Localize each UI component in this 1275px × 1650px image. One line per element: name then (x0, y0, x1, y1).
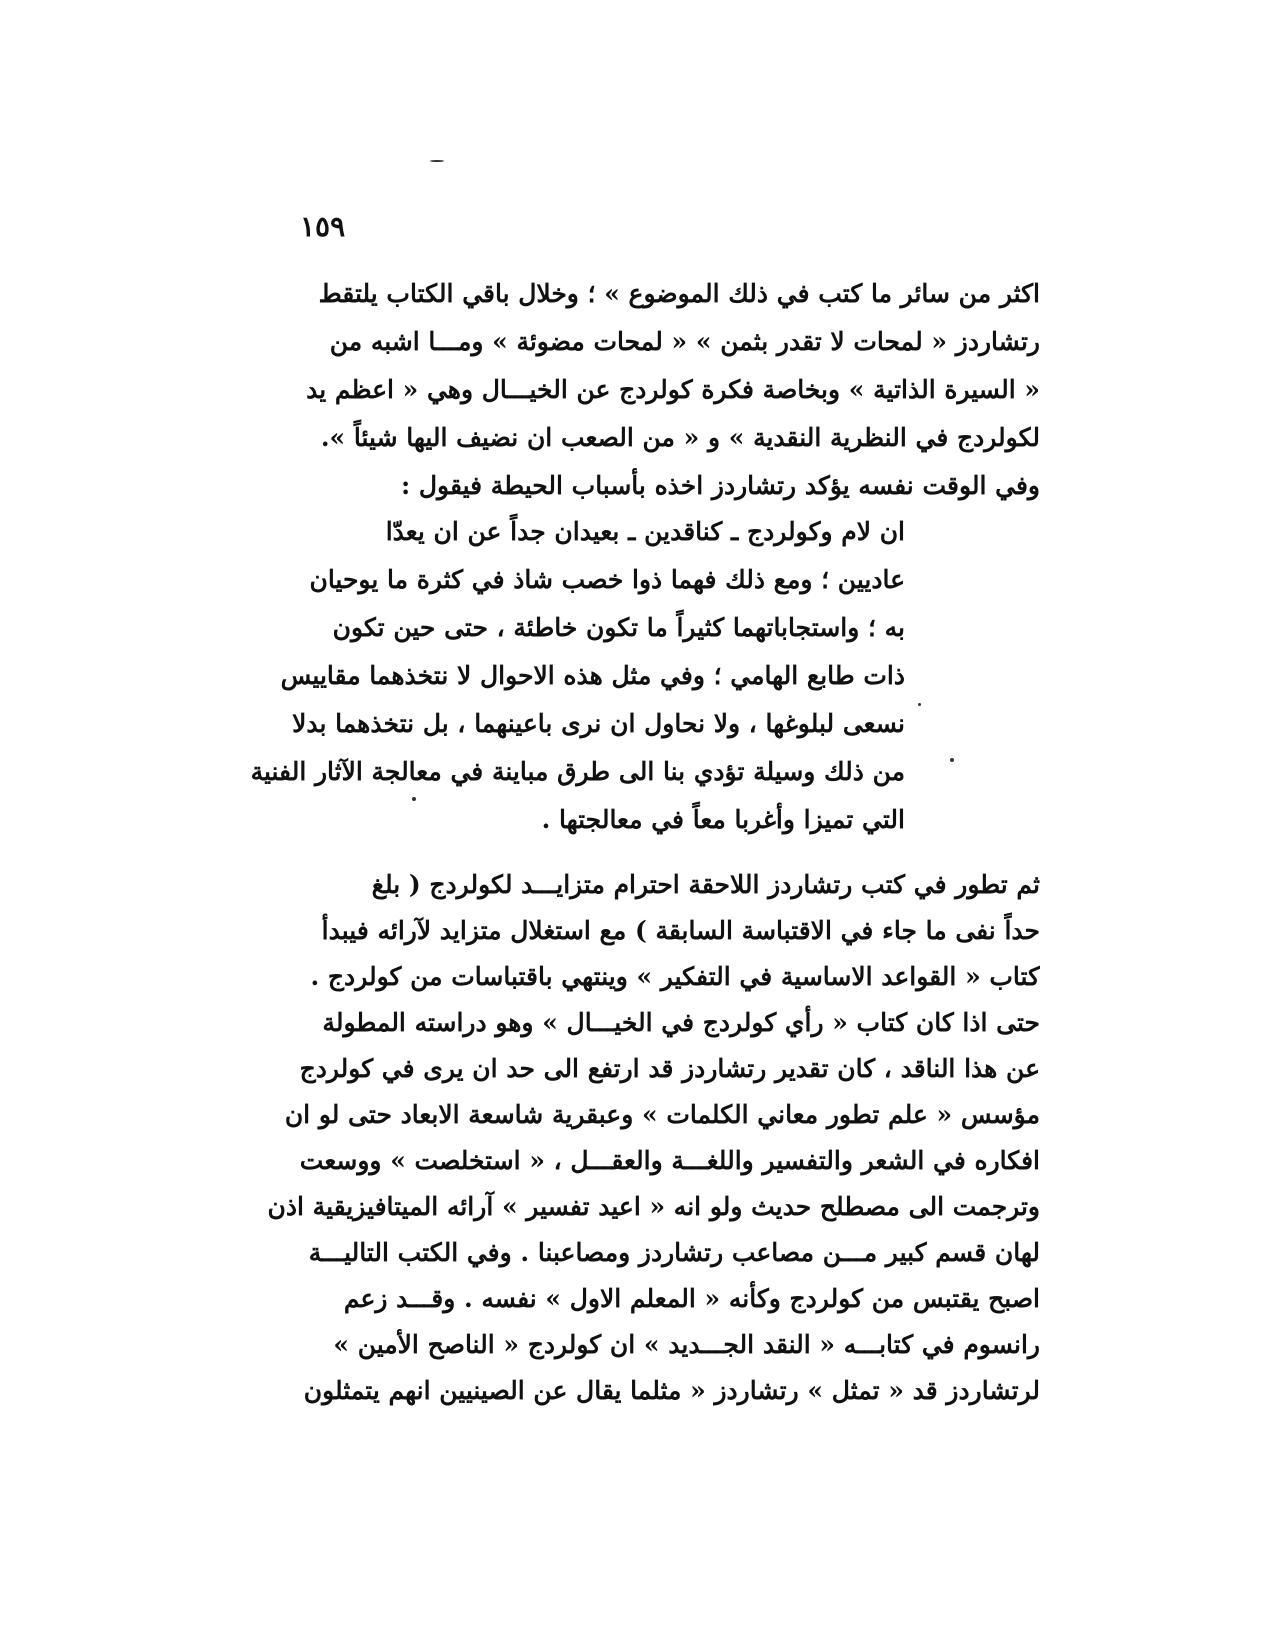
text-line: كتاب « القواعد الاساسية في التفكير » وينتهي باقتباسات من كولردج . (310, 962, 1040, 991)
quote-line: من ذلك وسيلة تؤدي بنا الى طرق مباينة في معالجة الآثار الفنية (250, 757, 905, 786)
scan-speck (918, 703, 921, 706)
quote-line: عاديين ؛ ومع ذلك فهما ذوا خصب شاذ في كثرة ما يوحيان (309, 565, 905, 594)
scan-speck (430, 160, 444, 162)
text-line: لهان قسم كبير مـــن مصاعب رتشاردز ومصاعبنا . وفي الكتب التاليـــة (308, 1238, 1040, 1267)
text-line: مؤسس « علم تطور معاني الكلمات » وعبقرية شاسعة الابعاد حتى لو ان (284, 1100, 1040, 1129)
quote-line: به ؛ واستجاباتهما كثيراً ما تكون خاطئة ، حتى حين تكون (332, 613, 905, 642)
quote-line: نسعى لبلوغها ، ولا نحاول ان نرى باعينهما ، بل نتخذهما بدلا (292, 709, 905, 738)
paragraph-2 (240, 862, 1040, 1414)
text-line: اكثر من سائر ما كتب في ذلك الموضوع » ؛ وخلال باقي الكتاب يلتقط (318, 279, 1040, 308)
quote-line: ذات طابع الهامي ؛ وفي مثل هذه الاحوال لا نتخذهما مقاييس (280, 661, 905, 690)
text-line: افكاره في الشعر والتفسير واللغـــة والعقـــل ، « استخلصت » ووسعت (299, 1146, 1040, 1175)
text-line: رتشاردز « لمحات لا تقدر بثمن » « لمحات مضوئة » ومـــا اشبه من (329, 327, 1040, 356)
quote-line: ان لام وكولردج ـ كناقدين ـ بعيدان جداً عن ان يعدّا (385, 517, 905, 546)
text-line: « السيرة الذاتية » وبخاصة فكرة كولردج عن الخيـــال وهي « اعظم يد (306, 375, 1040, 404)
text-line: وفي الوقت نفسه يؤكد رتشاردز اخذه بأسباب الحيطة فيقول : (400, 471, 1040, 500)
text-line: لكولردج في النظرية النقدية » و « من الصعب ان نضيف اليها شيئاً ». (320, 423, 1040, 452)
text-line: وترجمت الى مصطلح حديث ولو انه « اعيد تفسير » آرائه الميتافيزيقية اذن (267, 1192, 1040, 1221)
text-line: لرتشاردز قد « تمثل » رتشاردز « مثلما يقال عن الصينيين انهم يتمثلون (303, 1376, 1040, 1405)
scan-speck (412, 797, 416, 801)
text-line: حداً نفى ما جاء في الاقتباسة السابقة ) مع استغلال متزايد لآرائه فيبدأ (321, 916, 1040, 945)
text-line: اصبح يقتبس من كولردج وكأنه « المعلم الاول » نفسه . وقـــد زعم (343, 1284, 1040, 1313)
scan-speck (950, 758, 954, 762)
text-line: عن هذا الناقد ، كان تقدير رتشاردز قد ارتفع الى حد ان يرى في كولردج (299, 1054, 1040, 1083)
block-quote (240, 508, 905, 844)
text-line: رانسوم في كتابـــه « النقد الجـــديد » ان كولردج « الناصح الأمين » (333, 1330, 1040, 1359)
text-line: حتى اذا كان كتاب « رأي كولردج في الخيـــال » وهو دراسته المطولة (322, 1008, 1040, 1037)
quote-line: التي تميزا وأغربا معاً في معالجتها . (541, 805, 905, 834)
page-number: ١٥٩ (300, 210, 346, 243)
text-line: ثم تطور في كتب رتشاردز اللاحقة احترام متزايـــد لكولردج ( بلغ (371, 870, 1040, 899)
paragraph-1 (240, 270, 1040, 510)
